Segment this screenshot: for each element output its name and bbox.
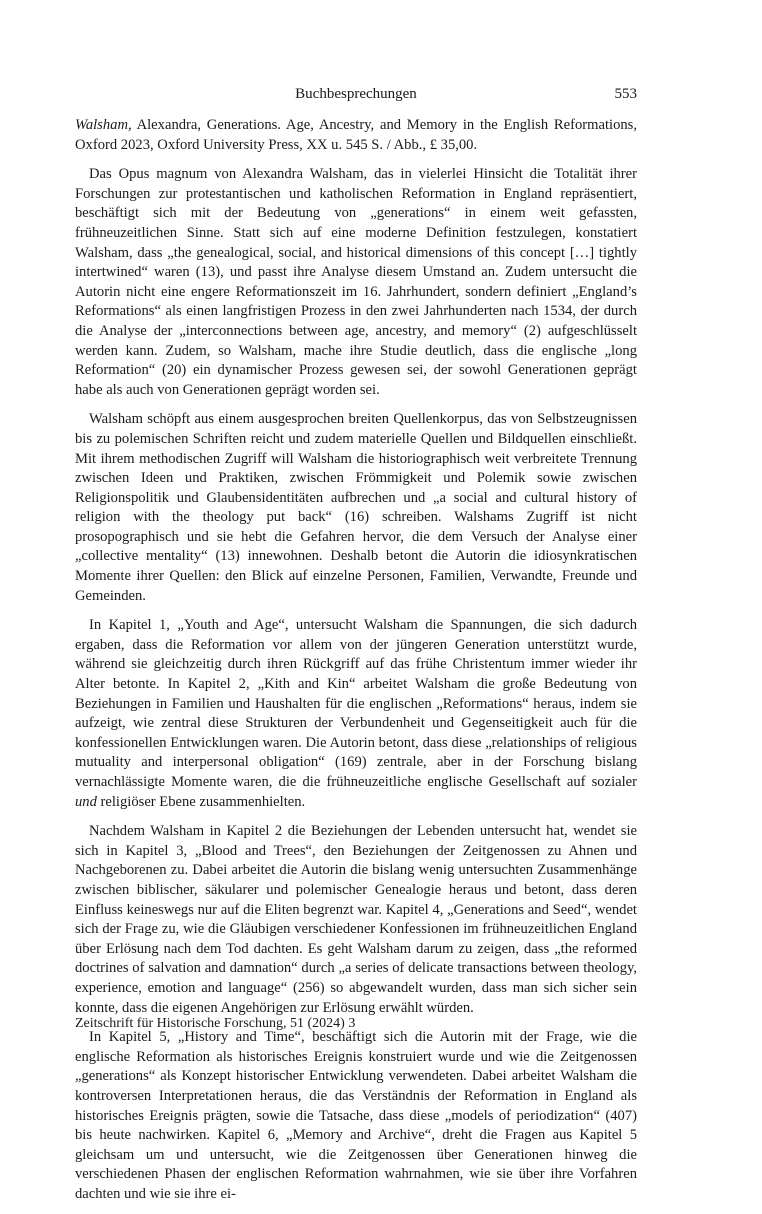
paragraph-3-end: religiöser Ebene zusammenhielten. <box>96 793 306 810</box>
review-body <box>75 116 637 1214</box>
paragraph-5: In Kapitel 5, „History and Time“, beschäftigt sich die Autorin mit der Frage, wie die englische Reformation als historisches Ereignis konstruiert wurde und wie die Zeitgenossen „generations“ als Konzept historischer Entwicklung verwendeten. Dabei arbeitet Walsham die kontroversen Interpretationen heraus, die das Verständnis der Reformation in England als historisches Ereignis prägten, sowie die Tatsache, dass diese „models of periodization“ (407) bis heute nachwirken. Kapitel 6, „Memory and Archive“, dreht die Fragen aus Kapitel 5 gleichsam um und untersucht, wie die Zeitgenossen über Generationen hinweg die verschiedenen Phasen der englischen Reformation wahrnahmen, wie sie über ihre Vorfahren dachten und wie sie ihre ei- <box>75 1029 637 1202</box>
journal-footer: Zeitschrift für Historische Forschung, 51 (2024) 3 <box>75 1016 356 1031</box>
citation-author: Walsham <box>75 117 128 133</box>
citation-details: , Alexandra, Generations. Age, Ancestry, and Memory in the English Reformations, Oxford 2023, Oxford University Press, XX u. 545 S. / Abb., £ 35,00. <box>75 117 637 153</box>
paragraph-3 <box>75 616 637 812</box>
paragraph-1: Das Opus magnum von Alexandra Walsham, das in vielerlei Hinsicht die Totalität ihrer Forschungen zur protestantischen und katholischen Reformation in England repräsentiert, beschäftigt sich mit der Bedeutung von „generations“ in einem weit gefassten, frühneuzeitlichen Sinne. Statt sich auf eine moderne Definition festzulegen, konstatiert Walsham, dass „the genealogical, social, and historical dimensions of this concept […] tightly intertwined“ waren (13), und passt ihre Analyse diesem Umstand an. Zudem untersucht die Autorin nicht eine engere Reformationszeit im 16. Jahrhundert, sondern definiert „England’s Reformations“ als einen langfristigen Prozess in den zwei Jahrhunderten nach 1534, der durch die Analyse der „interconnections between age, ancestry, and memory“ (2) aufgeschlüsselt werden kann. Zudem, so Walsham, mache ihre Studie deutlich, dass die englische „long Reformation“ (20) ein dynamischer Prozess gewesen sei, der sowohl Generationen geprägt habe als auch von Generationen geprägt worden sei. <box>75 166 637 398</box>
page-number: 553 <box>614 86 637 102</box>
running-head <box>75 82 637 106</box>
bibliographic-citation <box>75 116 637 155</box>
emphasis-und: und <box>75 793 97 810</box>
paragraph-2: Walsham schöpft aus einem ausgesprochen breiten Quellenkorpus, das von Selbstzeugnissen bis zu polemischen Schriften reicht und zudem materielle Quellen und Bildquellen einschließt. Mit ihrem methodischen Zugriff will Walsham die historiographisch weit verbreitete Trennung zwischen Ideen und Praktiken, zwischen Frömmigkeit und Polemik sowie zwischen Religionspolitik und Glaubensidentitäten aufbrechen und „a social and cultural history of religion with the theology put back“ (16) schreiben. Walshams Zugriff ist nicht prosopographisch und sie hebt die Gefahren hervor, die dem Versuch der Analyse einer „collective mentality“ (13) innewohnen. Deshalb betont die Autorin die idiosynkratischen Momente ihrer Quellen: den Blick auf einzelne Personen, Familien, Verwandte, Freunde und Gemeinden. <box>75 411 637 604</box>
section-title: Buchbesprechungen <box>295 86 417 102</box>
paragraph-4: Nachdem Walsham in Kapitel 2 die Beziehungen der Lebenden untersucht hat, wendet sie sich in Kapitel 3, „Blood and Trees“, den Beziehungen der Zeitgenossen zu Ahnen und Nachgeborenen zu. Dabei arbeitet die Autorin die bislang wenig untersuchten Zusammenhänge zwischen biblischer, säkularer und polemischer Genealogie heraus und betont, dass deren Einfluss keineswegs nur auf die Eliten begrenzt war. Kapitel 4, „Generations and Seed“, wendet sich der Frage zu, wie die Gläubigen verschiedener Konfessionen im frühneuzeitlichen England über Erlösung nach dem Tod dachten. Es geht Walsham darum zu zeigen, dass „the reformed doctrines of salvation and damnation“ durch „a series of delicate transactions between theology, experience, emotion and language“ (256) so abgewandelt wurden, dass man sich sicher sein konnte, dass die eigenen Angehörigen zur Erlösung erwählt würden. <box>75 823 637 1016</box>
paragraph-3-text: In Kapitel 1, „Youth and Age“, untersucht Walsham die Spannungen, die sich dadurch ergaben, dass die Reformation vor allem von der jüngeren Generation unterstützt wurde, während sie gleichzeitig durch ihren Rückgriff auf das frühe Christentum immer wieder ihr Alter betonte. In Kapitel 2, „Kith and Kin“ arbeitet Walsham die große Bedeutung von Beziehungen in Familien und Haushalten für die englischen „Reformations“ heraus, indem sie aufzeigt, wie zentral diese Strukturen der Verbundenheit und Gegenseitigkeit auch für die konfessionellen Entwicklungen waren. Die Autorin betont, dass diese „relationships of religious mutuality and interpersonal obligation“ (169) zentrale, aber in der Forschung bislang vernachlässigte Momente waren, die die frühneuzeitliche englische Gesellschaft auf sozialer <box>75 617 637 790</box>
